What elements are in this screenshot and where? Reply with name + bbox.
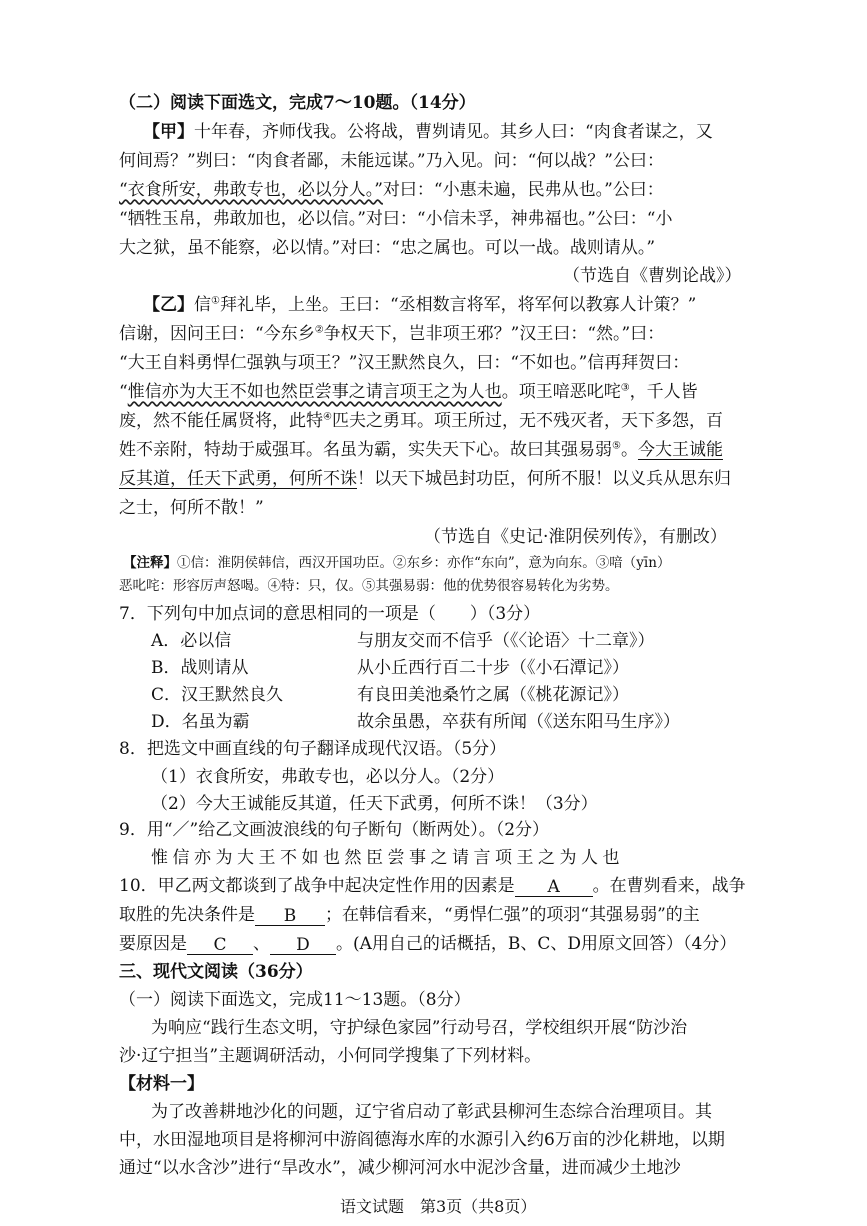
yi-line-8: 之士，何所不散！”	[119, 498, 264, 518]
q7-option-b: B．战则请从	[151, 658, 249, 678]
yi-text-6a: 姓不亲附，特劫于威强耳。名虽为霸，实失天下心。故曰其强易弱	[119, 440, 612, 460]
yi-text-5a: 废，然不能任属贤将，此特	[119, 411, 323, 431]
jia-line-2: 何间焉？”刿曰：“肉食者鄙，未能远谋。”乃入见。问：“何以战？”公曰：	[119, 151, 664, 171]
jia-wavy-sentence: “衣食所安，弗敢专也，必以分人。”	[119, 180, 383, 200]
jia-line-4: “牺牲玉帛，弗敢加也，必以信。”对曰：“小信未孚，神弗福也。”公曰：“小	[119, 209, 673, 229]
yi-text-4: 。项王喑恶叱咤	[501, 382, 621, 402]
yi-line-7	[119, 468, 731, 490]
q10-text-2b: ；在韩信看来，“勇悍仁强”的项羽“其强易弱”的主	[325, 905, 700, 925]
q9-stem: 9．用“／”给乙文画波浪线的句子断句（断两处）。（2分）	[119, 820, 550, 840]
q9-sentence: 惟信亦为大王不如也然臣尝事之请言项王之为人也	[151, 848, 624, 868]
yi-line-6	[119, 439, 723, 461]
q7-option-a	[151, 630, 231, 652]
section-title: （二）阅读下面选文，完成7～10题。（14分）	[119, 93, 476, 113]
q10-text-2a: 取胜的先决条件是	[119, 905, 255, 925]
q10-line-3	[119, 933, 736, 955]
jia-text-3: 对曰：“小惠未遍，民弗从也。”公曰：	[382, 180, 664, 200]
note-ref-5: ⑤	[612, 440, 621, 452]
q10-blank-c[interactable]: C	[187, 934, 253, 955]
jia-line-5: 大之狱，虽不能察，必以情。”对曰：“忠之属也。可以一战。战则请从。”	[119, 238, 656, 258]
jia-label: 【甲】	[143, 122, 194, 142]
q10-line-2	[119, 904, 700, 926]
yi-text-1b: 拜礼毕，上坐。王曰：“丞相数言将军，将军何以教寡人计策？”	[219, 295, 697, 315]
q7-option-d-ref: 故余虽愚，卒获有所闻（《送东阳马生序》）	[357, 712, 680, 732]
material-1-line-1: 为了改善耕地沙化的问题，辽宁省启动了彰武县柳河生态综合治理项目。其	[151, 1102, 712, 1122]
yi-text-7: ！以天下城邑封功臣，何所不服！以义兵从思东归	[357, 469, 731, 489]
note-ref-1: ①	[211, 295, 220, 307]
yi-text-5b: 匹夫之勇耳。项王所过，无不残灭者，天下多怨，百	[331, 411, 723, 431]
yi-line-1	[143, 294, 696, 316]
q10-text-1b: 。在曹刿看来，战争	[592, 876, 746, 896]
yi-line-4	[119, 381, 698, 403]
part3-intro-2: 沙·辽宁担当”主题调研活动，小何同学搜集了下列材料。	[119, 1046, 542, 1066]
jia-line-1	[143, 121, 713, 143]
part3-title: 三、现代文阅读（36分）	[119, 962, 313, 982]
yi-text-2a: 信谢，因问王曰：“今东乡	[119, 324, 315, 344]
q7-option-b-ref: 从小丘西行百二十步（《小石潭记》）	[357, 658, 629, 678]
q10-text-3b: 。(A用自己的话概括，B、C、D用原文回答）（4分）	[336, 934, 737, 954]
jia-source: （节选自《曹刿论战》）	[563, 266, 742, 286]
material-1-line-2: 中，水田湿地项目是将柳河中游阎德海水库的水源引入约6万亩的沙化耕地，以期	[119, 1130, 725, 1150]
yi-line-5	[119, 410, 723, 432]
yi-underlined-2: 反其道，任天下武勇，何所不诛	[119, 469, 357, 489]
q10-text-3a: 要原因是	[119, 934, 187, 954]
notes-label: 【注释】	[123, 555, 177, 571]
q10-line-1	[119, 875, 746, 897]
jia-line-3	[119, 179, 664, 201]
q7-a-left: A．必以信	[151, 631, 232, 651]
yi-text-4-end: ，千人皆	[629, 382, 698, 402]
q7-option-c: C．汉王默然良久	[151, 685, 284, 705]
q7-option-a-ref: 与朋友交而不信乎（《〈论语〉十二章》）	[357, 631, 655, 651]
yi-line-2	[119, 323, 664, 345]
q10-blank-d[interactable]: D	[270, 934, 336, 955]
notes-line-2: 恶叱咤：形容厉声怒喝。④特：只，仅。⑤其强易弱：他的优势很容易转化为劣势。	[119, 578, 619, 594]
notes-text-1: ①信：淮阴侯韩信，西汉开国功臣。②东乡：亦作“东向”，意为向东。③喑（yīn）	[177, 555, 671, 571]
note-ref-2: ②	[314, 324, 324, 336]
yi-text-6b: 。	[620, 440, 638, 460]
q10-text-1a: 10．甲乙两文都谈到了战争中起决定性作用的因素是	[119, 876, 515, 896]
q8-sub-1: （1）衣食所安，弗敢专也，必以分人。（2分）	[151, 767, 505, 787]
q7-option-c-ref: 有良田美池桑竹之属（《桃花源记》）	[357, 685, 629, 705]
q10-blank-a[interactable]: A	[515, 876, 593, 897]
part3-intro-1: 为响应“践行生态文明，守护绿色家园”行动号召，学校组织开展“防沙治	[151, 1018, 688, 1038]
q10-separator: 、	[253, 934, 270, 954]
yi-text-1a: 信	[194, 295, 211, 315]
yi-source: （节选自《史记·淮阴侯列传》，有删改）	[424, 527, 727, 547]
note-ref-4: ④	[323, 411, 332, 423]
material-1-line-3: 通过“以水含沙”进行“旱改水”，减少柳河河水中泥沙含量，进而减少土地沙	[119, 1158, 681, 1178]
yi-label: 【乙】	[143, 295, 194, 315]
yi-line-3: “大王自料勇悍仁强孰与项王？”汉王默然良久，曰：“不如也。”信再拜贺曰：	[119, 353, 690, 373]
q10-blank-b[interactable]: B	[255, 905, 325, 926]
q7-option-d: D．名虽为霸	[151, 712, 250, 732]
page-footer: 语文试题 第3页（共8页）	[340, 1197, 537, 1216]
material-1-label: 【材料一】	[119, 1074, 204, 1094]
q8-sub-2: （2）今大王诚能反其道，任天下武勇，何所不诛！（3分）	[151, 794, 598, 814]
q7-stem: 7．下列句中加点词的意思相同的一项是（ ）（3分）	[119, 604, 541, 624]
q8-stem: 8．把选文中画直线的句子翻译成现代汉语。（5分）	[119, 739, 507, 759]
note-ref-3: ③	[620, 382, 630, 394]
yi-underlined-1: 今大王诚能	[637, 440, 723, 460]
yi-wavy-sentence: 惟信亦为大王不如也然臣尝事之请言项王之为人也	[127, 382, 502, 402]
yi-text-2b: 争权天下，岂非项王邪？”汉王曰：“然。”曰：	[323, 324, 665, 344]
part3-subtitle: （一）阅读下面选文，完成11～13题。（8分）	[119, 990, 471, 1010]
notes-line-1	[123, 554, 670, 572]
yi-quote: “	[119, 382, 128, 402]
jia-text-1: 十年春，齐师伐我。公将战，曹刿请见。其乡人曰：“肉食者谋之，又	[194, 122, 713, 142]
